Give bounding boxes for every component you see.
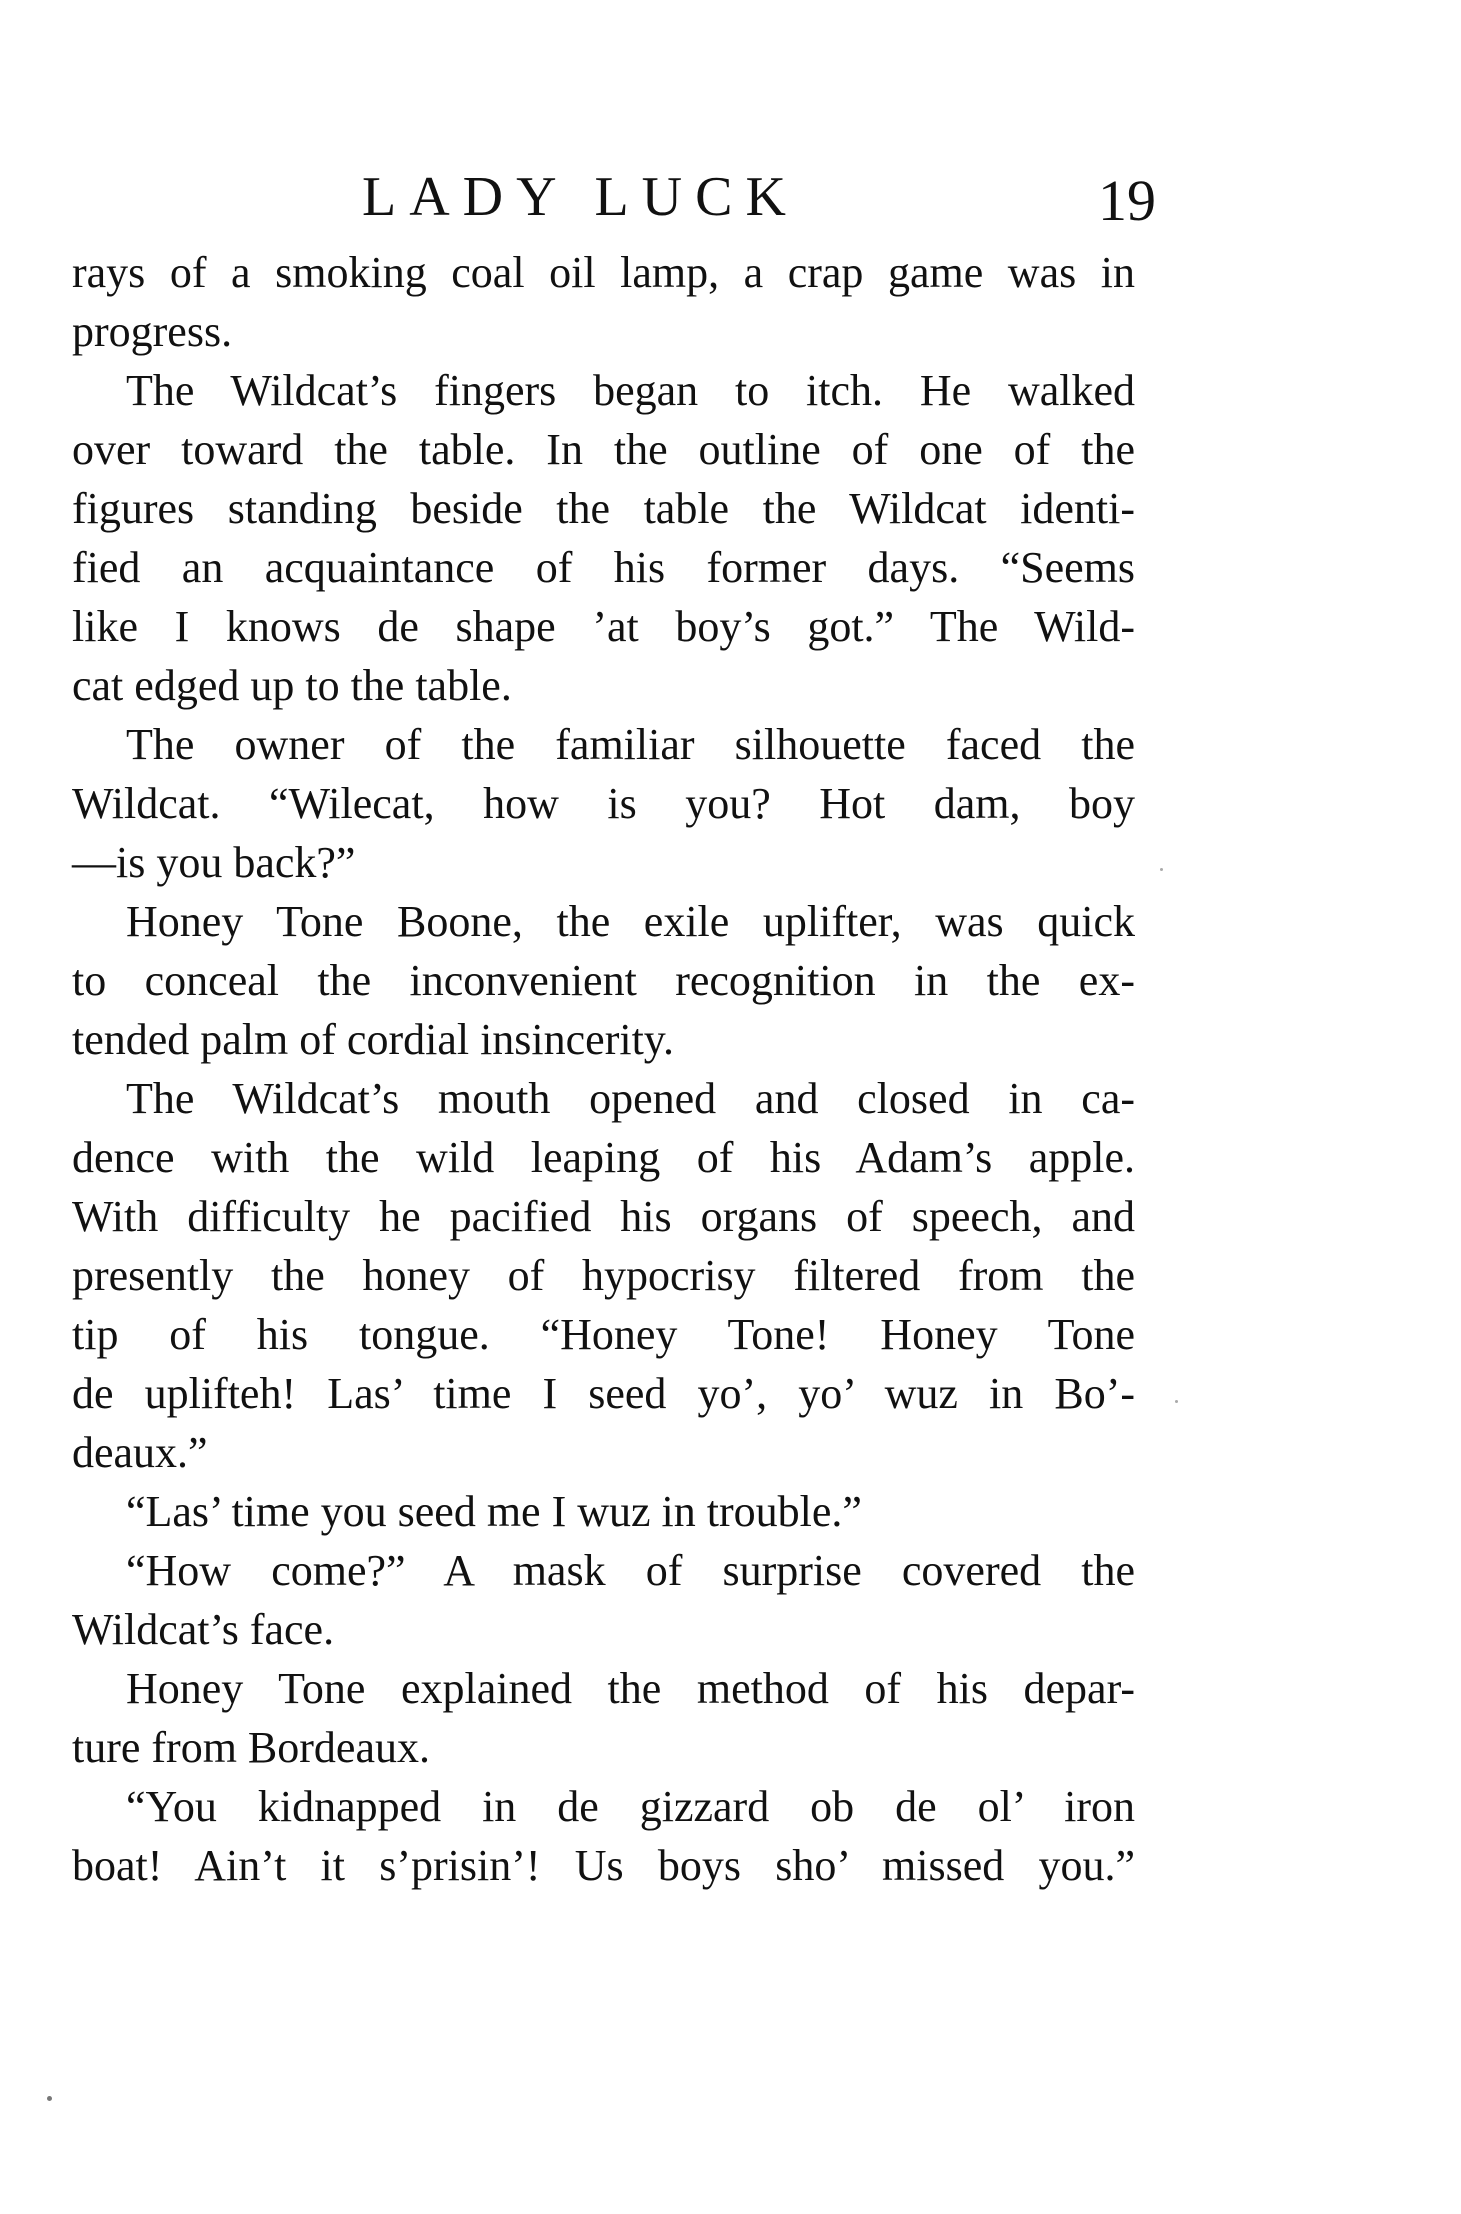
text-line: Wildcat. “Wilecat, how is you? Hot dam, boy: [72, 779, 1135, 828]
text-line: “How come?” A mask of surprise covered the: [126, 1546, 1135, 1595]
text-line: boat! Ain’t it s’prisin’! Us boys sho’ missed you.”: [72, 1841, 1135, 1890]
text-line: dence with the wild leaping of his Adam’s apple.: [72, 1133, 1135, 1182]
text-line: The Wildcat’s fingers began to itch. He walked: [126, 366, 1135, 415]
running-title: LADY LUCK: [362, 166, 799, 228]
text-line: tended palm of cordial insincerity.: [72, 1015, 674, 1064]
text-line: The Wildcat’s mouth opened and closed in ca-: [126, 1074, 1135, 1123]
text-line: deaux.”: [72, 1428, 208, 1477]
body-text: [72, 243, 1135, 1895]
text-line: tip of his tongue. “Honey Tone! Honey Tone: [72, 1310, 1135, 1359]
text-line: With difficulty he pacified his organs of speech, and: [72, 1192, 1135, 1241]
text-line: “Las’ time you seed me I wuz in trouble.”: [126, 1487, 862, 1536]
text-line: progress.: [72, 307, 233, 356]
text-line: —is you back?”: [72, 838, 356, 887]
text-line: cat edged up to the table.: [72, 661, 512, 710]
text-line: Wildcat’s face.: [72, 1605, 335, 1654]
paper-speck: [1175, 1400, 1178, 1403]
text-line: fied an acquaintance of his former days. “Seems: [72, 543, 1135, 592]
text-line: figures standing beside the table the Wildcat identi-: [72, 484, 1135, 533]
text-line: Honey Tone Boone, the exile uplifter, was quick: [126, 897, 1135, 946]
text-line: “You kidnapped in de gizzard ob de ol’ iron: [126, 1782, 1135, 1831]
running-head: [0, 162, 1461, 232]
paper-speck: [1160, 868, 1163, 871]
text-line: Honey Tone explained the method of his depar-: [126, 1664, 1135, 1713]
text-line: over toward the table. In the outline of one of the: [72, 425, 1135, 474]
paper-speck: [47, 2096, 52, 2101]
page-number: 19: [1098, 168, 1156, 233]
text-line: The owner of the familiar silhouette faced the: [126, 720, 1135, 769]
text-line: de uplifteh! Las’ time I seed yo’, yo’ wuz in Bo’-: [72, 1369, 1135, 1418]
text-line: like I knows de shape ’at boy’s got.” The Wild-: [72, 602, 1135, 651]
text-line: presently the honey of hypocrisy filtered from the: [72, 1251, 1135, 1300]
text-line: rays of a smoking coal oil lamp, a crap game was in: [72, 248, 1135, 297]
text-line: ture from Bordeaux.: [72, 1723, 430, 1772]
text-line: to conceal the inconvenient recognition in the ex-: [72, 956, 1135, 1005]
